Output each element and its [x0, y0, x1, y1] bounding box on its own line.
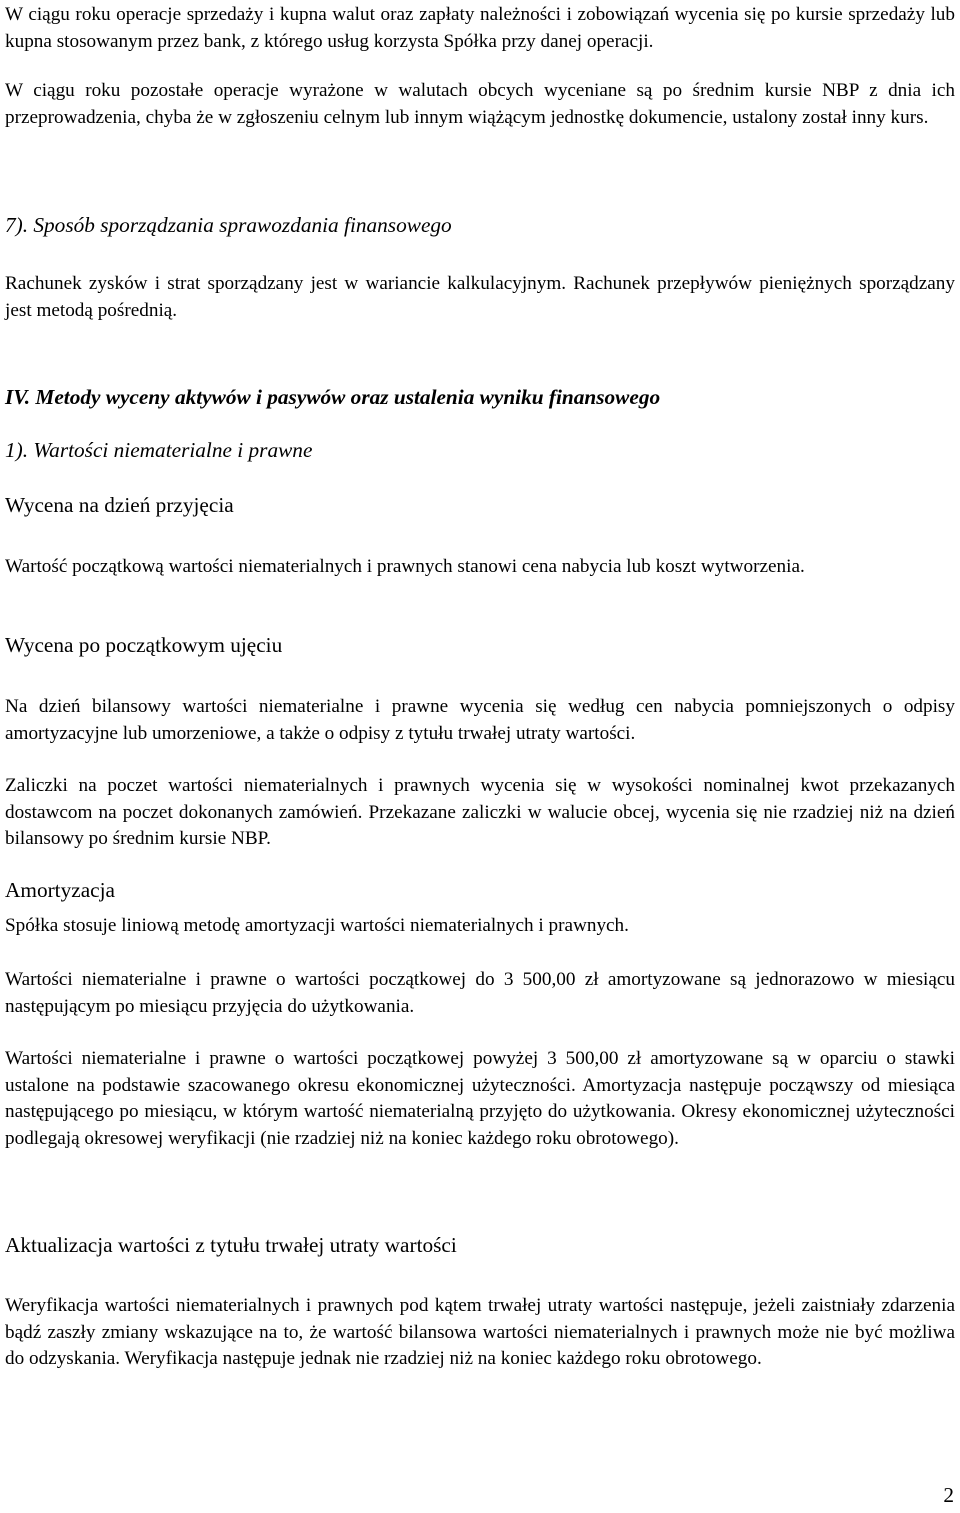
- paragraph-impairment-verification: Weryfikacja wartości niematerialnych i prawnych pod kątem trwałej utraty wartości następuje, jeżeli zaistniały zdarzenia bądź zaszły zmiany wskazujące na to, że wartość bilansowa wartości niematerialnych i prawnych może nie być możliwa do odzyskania. Weryfikacja następuje jednak nie rzadziej niż na koniec każdego roku obrotowego.: [5, 1295, 955, 1369]
- subheading-subsequent-valuation: Wycena po początkowym ujęciu: [5, 633, 283, 657]
- paragraph-fx-operations: W ciągu roku operacje sprzedaży i kupna walut oraz zapłaty należności i zobowiązań wycenia się po kursie sprzedaży lub kupna stosowanym przez bank, z którego usług korzysta Spółka przy danej operacji.: [5, 4, 955, 52]
- paragraph-initial-value: Wartość początkową wartości niematerialnych i prawnych stanowi cena nabycia lub koszt wytworzenia.: [5, 556, 805, 577]
- subheading-impairment: Aktualizacja wartości z tytułu trwałej utraty wartości: [5, 1233, 457, 1257]
- page-number: 2: [943, 1483, 954, 1507]
- paragraph-high-value-assets: Wartości niematerialne i prawne o wartości początkowej powyżej 3 500,00 zł amortyzowane są w oparciu o stawki ustalone na podstawie szacowanego okresu ekonomicznej użyteczności. Amortyzacja następuje począwszy od miesiąca następującego po miesiącu, w którym wartość niematerialną przyjęto do użytkowania. Okresy ekonomicznej użyteczności podlegają okresowej weryfikacji (nie rzadziej niż na koniec każdego roku obrotowego).: [5, 1048, 955, 1149]
- paragraph-reporting-method: Rachunek zysków i strat sporządzany jest w wariancie kalkulacyjnym. Rachunek przepływów pieniężnych sporządzany jest metodą pośrednią.: [5, 273, 955, 321]
- subheading-initial-valuation: Wycena na dzień przyjęcia: [5, 493, 234, 517]
- section-heading-1: 1). Wartości niematerialne i prawne: [5, 438, 313, 462]
- chapter-heading-iv: IV. Metody wyceny aktywów i pasywów oraz ustalenia wyniku finansowego: [5, 385, 661, 409]
- paragraph-other-fx-operations: W ciągu roku pozostałe operacje wyrażone w walutach obcych wyceniane są po średnim kursie NBP z dnia ich przeprowadzenia, chyba że w zgłoszeniu celnym lub innym wiążącym jednostkę dokumencie, ustalony został inny kurs.: [5, 80, 955, 128]
- paragraph-balance-sheet-valuation: Na dzień bilansowy wartości niematerialne i prawne wycenia się według cen nabycia pomniejszonych o odpisy amortyzacyjne lub umorzeniowe, a także o odpisy z tytułu trwałej utraty wartości.: [5, 696, 955, 744]
- paragraph-low-value-assets: Wartości niematerialne i prawne o wartości początkowej do 3 500,00 zł amortyzowane są jednorazowo w miesiącu następującym po miesiącu przyjęcia do użytkowania.: [5, 969, 955, 1017]
- paragraph-linear-method: Spółka stosuje liniową metodę amortyzacji wartości niematerialnych i prawnych.: [5, 915, 629, 936]
- subheading-amortization: Amortyzacja: [5, 878, 115, 902]
- paragraph-advances: Zaliczki na poczet wartości niematerialnych i prawnych wycenia się w wysokości nominalnej kwot przekazanych dostawcom na poczet dokonanych zamówień. Przekazane zaliczki w walucie obcej, wycenia się nie rzadziej niż na dzień bilansowy po średnim kursie NBP.: [5, 775, 955, 849]
- section-heading-7: 7). Sposób sporządzania sprawozdania finansowego: [5, 213, 452, 237]
